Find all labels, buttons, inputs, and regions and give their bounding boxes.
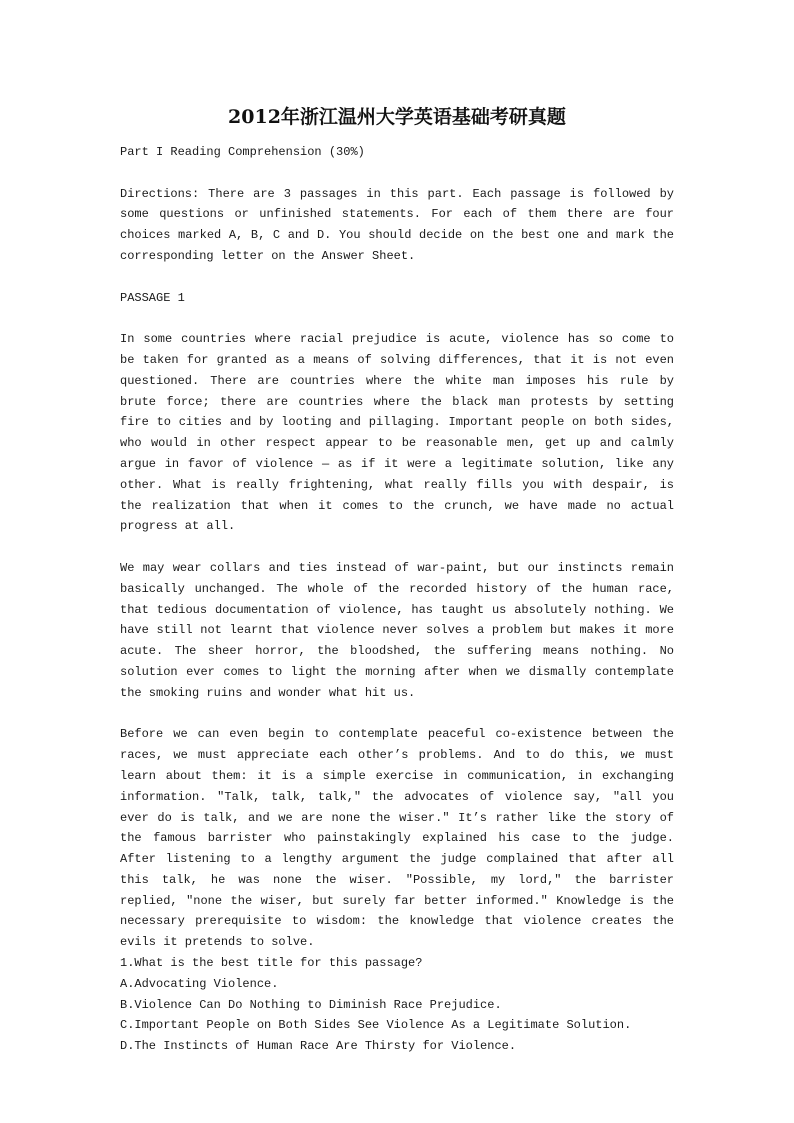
option-c: C.Important People on Both Sides See Violence As a Legitimate Solution. xyxy=(120,1018,632,1033)
passage-paragraph-2: We may wear collars and ties instead of war-paint, but our instincts remain basically unchanged. The whole of the recorded history of the human race, that tedious documentation of violence, has taught us absolutely nothing. We have still not learnt that violence never solves a problem but makes it more acute. The sheer horror, the bloodshed, the suffering means nothing. No solution ever comes to light the morning after when we dismally contemplate the smoking ruins and wonder what hit us. xyxy=(120,560,674,700)
passage-label: PASSAGE 1 xyxy=(120,290,185,305)
passage-paragraph-1: In some countries where racial prejudice is acute, violence has so come to be taken for granted as a means of solving differences, that it is not even questioned. There are countries where the white man imposes his rule by brute force; there are countries where the black man protests by setting fire to cities and by looting and pillaging. Important people on both sides, who would in other respect appear to be reasonable men, get up and calmly argue in favor of violence — as if it were a legitimate solution, like any other. What is really frightening, what really fills you with despair, is the realization that when it comes to the crunch, we have made no actual progress at all. xyxy=(120,332,674,534)
option-d: D.The Instincts of Human Race Are Thirsty for Violence. xyxy=(120,1039,517,1054)
document-page xyxy=(120,104,674,1057)
spacer xyxy=(120,537,674,558)
spacer xyxy=(120,163,674,184)
option-a: A.Advocating Violence. xyxy=(120,976,279,991)
spacer xyxy=(120,704,674,725)
passage-paragraph-3: Before we can even begin to contemplate peaceful co-existence between the races, we must appreciate each other’s problems. And to do this, we must learn about them: it is a simple exercise in communication, in exchanging information. ″Talk, talk, talk,″ the advocates of violence say, ″all you ever do is talk, and we are none the wiser.″ It’s rather like the story of the famous barrister who painstakingly explained his case to the judge. After listening to a lengthy argument the judge complained that after all this talk, he was none the wiser. ″Possible, my lord,″ the barrister replied, ″none the wiser, but surely far better informed.″ Knowledge is the necessary prerequisite to wisdom: the knowledge that violence creates the evils it pretends to solve. xyxy=(120,727,674,950)
spacer xyxy=(120,267,674,288)
question-stem: 1.What is the best title for this passage? xyxy=(120,956,423,971)
part-heading: Part I Reading Comprehension (30%) xyxy=(120,145,365,159)
directions-paragraph: Directions: There are 3 passages in this part. Each passage is followed by some questions or unfinished statements. For each of them there are four choices marked A, B, C and D. You should decide on the best one and mark the corresponding letter on the Answer Sheet. xyxy=(120,186,674,263)
spacer xyxy=(120,308,674,329)
option-b: B.Violence Can Do Nothing to Diminish Race Prejudice. xyxy=(120,997,502,1012)
document-title: 2012年浙江温州大学英语基础考研真题 xyxy=(228,106,566,128)
